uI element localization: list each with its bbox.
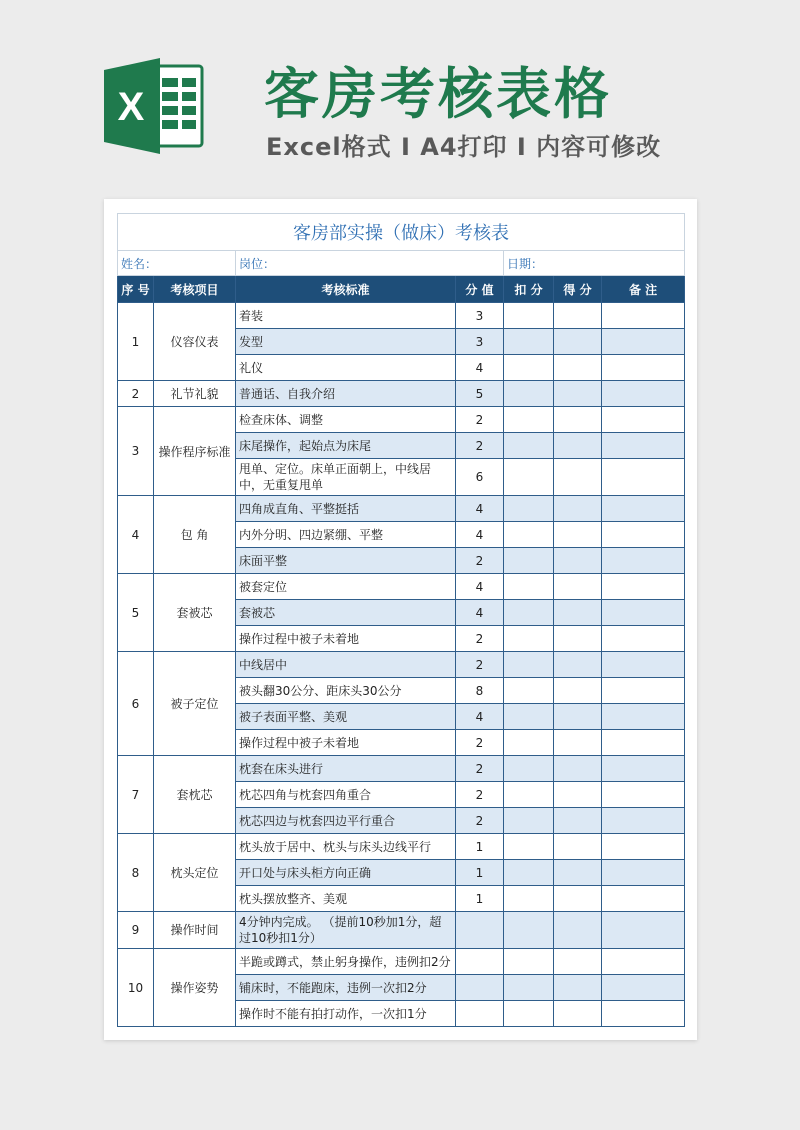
score-cell: 5 — [456, 381, 504, 407]
standard-cell: 被套定位 — [236, 574, 456, 600]
seq-cell: 5 — [118, 574, 154, 652]
got-cell[interactable] — [554, 652, 602, 678]
col-header-score: 分 值 — [456, 276, 504, 303]
got-cell[interactable] — [554, 459, 602, 496]
got-cell[interactable] — [554, 600, 602, 626]
deduct-cell[interactable] — [504, 704, 554, 730]
standard-cell: 操作过程中被子未着地 — [236, 626, 456, 652]
standard-cell: 中线居中 — [236, 652, 456, 678]
standard-cell: 半跪或蹲式，禁止躬身操作，违例扣2分 — [236, 949, 456, 975]
remark-cell[interactable] — [602, 975, 685, 1001]
score-cell: 2 — [456, 407, 504, 433]
deduct-cell[interactable] — [504, 433, 554, 459]
standard-cell: 枕芯四边与枕套四边平行重合 — [236, 808, 456, 834]
col-header-seq: 序 号 — [118, 276, 154, 303]
score-cell: 2 — [456, 808, 504, 834]
got-cell[interactable] — [554, 548, 602, 574]
standard-cell: 内外分明、四边紧绷、平整 — [236, 522, 456, 548]
deduct-cell[interactable] — [504, 756, 554, 782]
col-header-item: 考核项目 — [154, 276, 236, 303]
remark-cell[interactable] — [602, 756, 685, 782]
col-header-got: 得 分 — [554, 276, 602, 303]
standard-cell: 枕头摆放整齐、美观 — [236, 886, 456, 912]
got-cell[interactable] — [554, 433, 602, 459]
deduct-cell[interactable] — [504, 574, 554, 600]
remark-cell[interactable] — [602, 949, 685, 975]
score-cell: 1 — [456, 860, 504, 886]
got-cell[interactable] — [554, 574, 602, 600]
deduct-cell[interactable] — [504, 600, 554, 626]
table-row — [118, 496, 685, 522]
got-cell[interactable] — [554, 886, 602, 912]
remark-cell[interactable] — [602, 329, 685, 355]
deduct-cell[interactable] — [504, 912, 554, 949]
score-cell: 2 — [456, 782, 504, 808]
score-cell: 2 — [456, 626, 504, 652]
item-cell: 操作程序标准 — [154, 407, 236, 496]
standard-cell: 检查床体、调整 — [236, 407, 456, 433]
table-row — [118, 834, 685, 860]
remark-cell[interactable] — [602, 574, 685, 600]
date-field[interactable]: 日期： — [504, 251, 685, 276]
deduct-cell[interactable] — [504, 975, 554, 1001]
col-header-standard: 考核标准 — [236, 276, 456, 303]
remark-cell[interactable] — [602, 303, 685, 329]
got-cell[interactable] — [554, 381, 602, 407]
standard-cell: 四角成直角、平整挺括 — [236, 496, 456, 522]
table-row — [118, 912, 685, 949]
standard-cell: 被子表面平整、美观 — [236, 704, 456, 730]
got-cell[interactable] — [554, 756, 602, 782]
standard-cell: 普通话、自我介绍 — [236, 381, 456, 407]
seq-cell: 7 — [118, 756, 154, 834]
table-row — [118, 652, 685, 678]
remark-cell[interactable] — [602, 860, 685, 886]
got-cell[interactable] — [554, 1001, 602, 1027]
remark-cell[interactable] — [602, 626, 685, 652]
standard-cell: 操作过程中被子未着地 — [236, 730, 456, 756]
deduct-cell[interactable] — [504, 886, 554, 912]
table-row — [118, 381, 685, 407]
deduct-cell[interactable] — [504, 381, 554, 407]
table-row — [118, 407, 685, 433]
remark-cell[interactable] — [602, 355, 685, 381]
score-cell: 6 — [456, 459, 504, 496]
got-cell[interactable] — [554, 704, 602, 730]
got-cell[interactable] — [554, 808, 602, 834]
deduct-cell[interactable] — [504, 730, 554, 756]
sheet-title: 客房部实操（做床）考核表 — [118, 214, 685, 251]
score-cell: 4 — [456, 574, 504, 600]
seq-cell: 2 — [118, 381, 154, 407]
score-cell: 1 — [456, 834, 504, 860]
seq-cell: 10 — [118, 949, 154, 1027]
deduct-cell[interactable] — [504, 548, 554, 574]
standard-cell: 套被芯 — [236, 600, 456, 626]
standard-cell: 发型 — [236, 329, 456, 355]
remark-cell[interactable] — [602, 678, 685, 704]
item-cell: 被子定位 — [154, 652, 236, 756]
remark-cell[interactable] — [602, 834, 685, 860]
deduct-cell[interactable] — [504, 407, 554, 433]
deduct-cell[interactable] — [504, 782, 554, 808]
got-cell[interactable] — [554, 949, 602, 975]
table-row — [118, 574, 685, 600]
got-cell[interactable] — [554, 626, 602, 652]
remark-cell[interactable] — [602, 1001, 685, 1027]
standard-cell: 4分钟内完成。 （提前10秒加1分，超过10秒扣1分） — [236, 912, 456, 949]
score-cell — [456, 1001, 504, 1027]
assessment-table — [117, 213, 685, 1027]
deduct-cell[interactable] — [504, 949, 554, 975]
page-subtitle: Excel格式 I A4打印 I 内容可修改 — [266, 133, 662, 161]
remark-cell[interactable] — [602, 730, 685, 756]
got-cell[interactable] — [554, 522, 602, 548]
standard-cell: 操作时不能有拍打动作，一次扣1分 — [236, 1001, 456, 1027]
got-cell[interactable] — [554, 860, 602, 886]
seq-cell: 4 — [118, 496, 154, 574]
remark-cell[interactable] — [602, 704, 685, 730]
remark-cell[interactable] — [602, 652, 685, 678]
item-cell: 礼节礼貌 — [154, 381, 236, 407]
item-cell: 套枕芯 — [154, 756, 236, 834]
excel-logo-icon — [104, 58, 204, 154]
score-cell: 2 — [456, 548, 504, 574]
standard-cell: 枕芯四角与枕套四角重合 — [236, 782, 456, 808]
deduct-cell[interactable] — [504, 834, 554, 860]
score-cell — [456, 949, 504, 975]
seq-cell: 3 — [118, 407, 154, 496]
deduct-cell[interactable] — [504, 626, 554, 652]
page-title: 客房考核表格 — [264, 62, 613, 126]
score-cell: 2 — [456, 756, 504, 782]
col-header-remark: 备 注 — [602, 276, 685, 303]
got-cell[interactable] — [554, 329, 602, 355]
got-cell[interactable] — [554, 355, 602, 381]
standard-cell: 开口处与床头柜方向正确 — [236, 860, 456, 886]
table-row — [118, 303, 685, 329]
got-cell[interactable] — [554, 912, 602, 949]
standard-cell: 礼仪 — [236, 355, 456, 381]
position-field[interactable]: 岗位： — [236, 251, 504, 276]
deduct-cell[interactable] — [504, 303, 554, 329]
score-cell: 3 — [456, 329, 504, 355]
deduct-cell[interactable] — [504, 459, 554, 496]
seq-cell: 8 — [118, 834, 154, 912]
got-cell[interactable] — [554, 975, 602, 1001]
score-cell: 3 — [456, 303, 504, 329]
deduct-cell[interactable] — [504, 808, 554, 834]
standard-cell: 床面平整 — [236, 548, 456, 574]
standard-cell: 甩单、定位。床单正面朝上，中线居中，无重复甩单 — [236, 459, 456, 496]
score-cell: 4 — [456, 355, 504, 381]
score-cell — [456, 912, 504, 949]
standard-cell: 床尾操作，起始点为床尾 — [236, 433, 456, 459]
item-cell: 包 角 — [154, 496, 236, 574]
score-cell: 2 — [456, 730, 504, 756]
seq-cell: 9 — [118, 912, 154, 949]
score-cell: 2 — [456, 652, 504, 678]
deduct-cell[interactable] — [504, 496, 554, 522]
deduct-cell[interactable] — [504, 522, 554, 548]
got-cell[interactable] — [554, 834, 602, 860]
item-cell: 枕头定位 — [154, 834, 236, 912]
remark-cell[interactable] — [602, 522, 685, 548]
item-cell: 套被芯 — [154, 574, 236, 652]
deduct-cell[interactable] — [504, 1001, 554, 1027]
score-cell: 4 — [456, 704, 504, 730]
standard-cell: 铺床时，不能跑床，违例一次扣2分 — [236, 975, 456, 1001]
deduct-cell[interactable] — [504, 678, 554, 704]
remark-cell[interactable] — [602, 808, 685, 834]
got-cell[interactable] — [554, 678, 602, 704]
deduct-cell[interactable] — [504, 355, 554, 381]
standard-cell: 被头翻30公分、距床头30公分 — [236, 678, 456, 704]
remark-cell[interactable] — [602, 912, 685, 949]
item-cell: 操作时间 — [154, 912, 236, 949]
standard-cell: 枕套在床头进行 — [236, 756, 456, 782]
remark-cell[interactable] — [602, 886, 685, 912]
name-field[interactable]: 姓名： — [118, 251, 236, 276]
table-body — [118, 303, 685, 1027]
score-cell: 4 — [456, 522, 504, 548]
remark-cell[interactable] — [602, 381, 685, 407]
deduct-cell[interactable] — [504, 329, 554, 355]
standard-cell: 枕头放于居中、枕头与床头边线平行 — [236, 834, 456, 860]
got-cell[interactable] — [554, 407, 602, 433]
score-cell — [456, 975, 504, 1001]
remark-cell[interactable] — [602, 496, 685, 522]
got-cell[interactable] — [554, 730, 602, 756]
score-cell: 1 — [456, 886, 504, 912]
deduct-cell[interactable] — [504, 652, 554, 678]
remark-cell[interactable] — [602, 548, 685, 574]
remark-cell[interactable] — [602, 407, 685, 433]
got-cell[interactable] — [554, 782, 602, 808]
remark-cell[interactable] — [602, 782, 685, 808]
score-cell: 2 — [456, 433, 504, 459]
score-cell: 4 — [456, 496, 504, 522]
remark-cell[interactable] — [602, 600, 685, 626]
col-header-deduct: 扣 分 — [504, 276, 554, 303]
score-cell: 8 — [456, 678, 504, 704]
deduct-cell[interactable] — [504, 860, 554, 886]
table-row — [118, 949, 685, 975]
score-cell: 4 — [456, 600, 504, 626]
got-cell[interactable] — [554, 496, 602, 522]
remark-cell[interactable] — [602, 459, 685, 496]
item-cell: 仪容仪表 — [154, 303, 236, 381]
svg-text:X: X — [117, 85, 145, 129]
seq-cell: 6 — [118, 652, 154, 756]
remark-cell[interactable] — [602, 433, 685, 459]
seq-cell: 1 — [118, 303, 154, 381]
table-row — [118, 756, 685, 782]
standard-cell: 着装 — [236, 303, 456, 329]
item-cell: 操作姿势 — [154, 949, 236, 1027]
got-cell[interactable] — [554, 303, 602, 329]
